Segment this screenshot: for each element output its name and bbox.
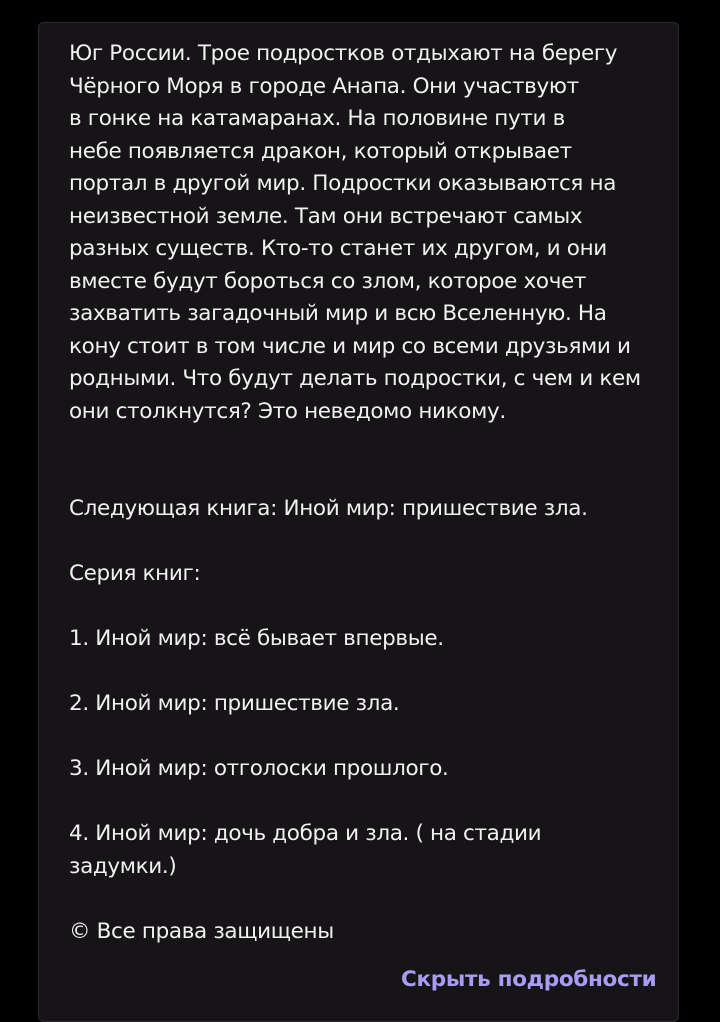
synopsis-line: они столкнутся? Это неведомо никому. — [69, 398, 506, 424]
next-book: Следующая книга: Иной мир: пришествие зла. — [69, 496, 588, 521]
book-description — [69, 38, 659, 948]
series-item-1: 1. Иной мир: всё бывает впервые. — [69, 626, 444, 651]
series-item-4-line: 4. Иной мир: дочь добра и зла. ( на стадии — [69, 821, 542, 846]
series-item-4 — [69, 818, 659, 883]
synopsis-line: в гонке на катамаранах. На половине пути в — [69, 106, 565, 131]
synopsis-line: Юг России. Трое подростков отдыхают на берегу — [69, 41, 618, 66]
series-heading: Серия книг: — [69, 561, 201, 586]
synopsis-line: небе появляется дракон, который открывает — [69, 138, 572, 164]
synopsis-line: неизвестной земле. Там они встречают самых — [69, 203, 583, 229]
synopsis-line: родными. Что будут делать подростки, с чем и кем — [69, 366, 641, 391]
synopsis-line: Чёрного Моря в городе Анапа. Они участвуют — [69, 73, 579, 99]
series-item-2: 2. Иной мир: пришествие зла. — [69, 691, 400, 716]
series-item-3: 3. Иной мир: отголоски прошлого. — [69, 756, 449, 781]
copyright-notice: © Все права защищены — [69, 918, 334, 944]
synopsis-line: кону стоит в том числе и мир со всеми друзьями и — [69, 333, 631, 359]
synopsis-line: разных существ. Кто-то станет их другом, и они — [69, 236, 607, 261]
synopsis-line: захватить загадочный мир и всю Вселенную. На — [69, 301, 607, 326]
hide-details-link[interactable]: Скрыть подробности — [401, 967, 657, 992]
synopsis-line: вместе будут бороться со злом, которое хочет — [69, 268, 587, 294]
synopsis — [69, 38, 659, 428]
synopsis-line: портал в другой мир. Подростки оказываются на — [69, 171, 617, 196]
series-item-4-line: задумки.) — [69, 853, 177, 879]
